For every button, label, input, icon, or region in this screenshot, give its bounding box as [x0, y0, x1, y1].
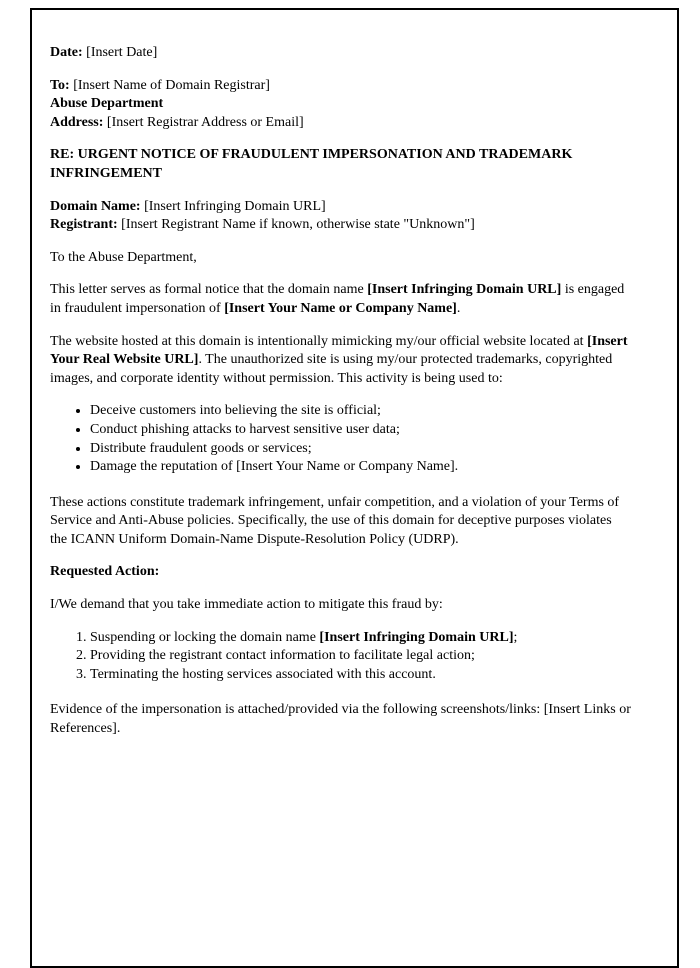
domain-label: Domain Name:	[50, 198, 141, 214]
recipient-block	[50, 77, 632, 133]
abuse-list-item: • Deceive customers into believing the site is official;	[90, 402, 632, 421]
notice-text-3: .	[456, 300, 461, 316]
actions-list-item: 3. Terminating the hosting services associated with this account.	[90, 666, 632, 685]
action-bold-1: [Insert Infringing Domain URL]	[319, 629, 514, 645]
action-text-1: Suspending or locking the domain name	[90, 629, 320, 645]
action-text-2: ;	[513, 629, 518, 645]
registrant-label: Registrant:	[50, 217, 118, 233]
registrant-line	[50, 216, 632, 235]
notice-text-2: is engaged in fraudulent impersonation of	[50, 282, 625, 316]
address-line	[50, 114, 632, 133]
address-value: [Insert Registrar Address or Email]	[103, 114, 304, 130]
violation-paragraph: These actions constitute trademark infringement, unfair competition, and a violation of your Terms of Service and Anti-Abuse policies. Specifically, the use of this domain for deceptive purposes violates the ICANN Uniform Domain-Name Dispute-Resolution Policy (UDRP).	[50, 494, 620, 547]
abuse-list-item: • Conduct phishing attacks to harvest sensitive user data;	[90, 421, 632, 440]
registrant-value: [Insert Registrant Name if known, otherwise state "Unknown"]	[117, 217, 475, 233]
notice-bold-1: [Insert Infringing Domain URL]	[367, 282, 562, 298]
demand-paragraph: I/We demand that you take immediate action to mitigate this fraud by:	[50, 597, 443, 613]
date-line	[50, 44, 632, 63]
date-value: [Insert Date]	[82, 45, 158, 60]
date-label: Date:	[50, 45, 83, 60]
salutation: To the Abuse Department,	[50, 249, 197, 265]
website-text-2: . The unauthorized site is using my/our protected trademarks, copyrighted images, and corporate identity without permission. This activity is being used to:	[50, 352, 613, 386]
actions-list-item: 2. Providing the registrant contact information to facilitate legal action;	[90, 647, 632, 666]
abuse-list	[50, 402, 632, 476]
domain-value: [Insert Infringing Domain URL]	[140, 198, 326, 214]
notice-paragraph	[50, 281, 632, 318]
address-label: Address:	[50, 114, 104, 130]
to-value: [Insert Name of Domain Registrar]	[69, 77, 270, 93]
to-line	[50, 77, 632, 96]
evidence-paragraph: Evidence of the impersonation is attached/provided via the following screenshots/links: [Insert Links or References].	[50, 702, 631, 737]
letter-page	[30, 8, 679, 968]
website-text-1: The website hosted at this domain is intentionally mimicking my/our official website located at	[50, 333, 588, 349]
actions-list-item	[90, 629, 632, 648]
abuse-list-item: • Damage the reputation of [Insert Your Name or Company Name].	[90, 458, 632, 477]
actions-list	[50, 629, 632, 685]
subject-line: RE: URGENT NOTICE OF FRAUDULENT IMPERSONATION AND TRADEMARK INFRINGEMENT	[50, 147, 573, 181]
requested-action-heading: Requested Action:	[50, 564, 160, 580]
notice-text-1: This letter serves as formal notice that the domain name	[50, 282, 368, 298]
domain-registrant-block	[50, 198, 632, 235]
website-paragraph	[50, 333, 632, 389]
notice-bold-2: [Insert Your Name or Company Name]	[224, 300, 457, 316]
to-label: To:	[50, 77, 70, 93]
website-bold-1: [Insert Your Real Website URL]	[50, 333, 628, 368]
abuse-list-item: • Distribute fraudulent goods or services;	[90, 440, 632, 459]
domain-line	[50, 198, 632, 217]
department-line: Abuse Department	[50, 96, 164, 112]
